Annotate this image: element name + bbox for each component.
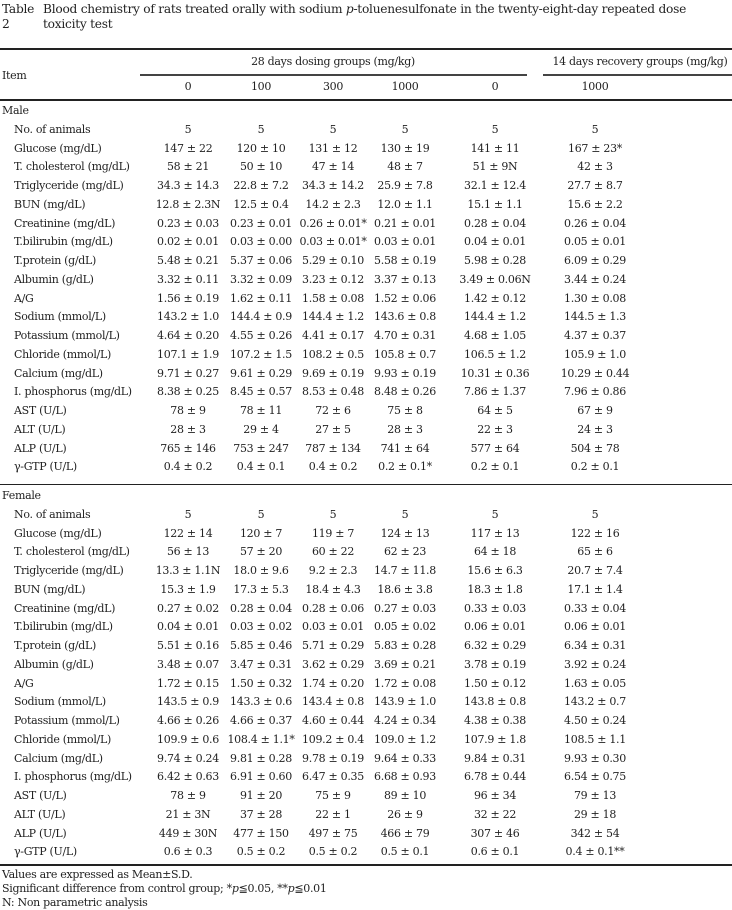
value-cell: 0.4 ± 0.1** (565, 845, 625, 859)
dosing-group-rule (140, 74, 527, 76)
value-cell: 5.37 ± 0.06 (230, 254, 292, 267)
value-cell: 0.05 ± 0.01 (564, 235, 626, 249)
recovery-group-header: 14 days recovery groups (mg/kg) (552, 55, 728, 68)
value-cell: 124 ± 13 (380, 526, 430, 540)
value-cell: 34.3 ± 14.2 (302, 179, 364, 192)
value-cell: 477 ± 150 (233, 826, 289, 840)
value-cell: 109.0 ± 1.2 (374, 732, 436, 746)
value-cell: 0.4 ± 0.2 (308, 460, 358, 474)
dosing-group-header: 28 days dosing groups (mg/kg) (251, 55, 415, 68)
value-cell: 1.56 ± 0.19 (157, 291, 219, 305)
section-title: Female (2, 489, 41, 502)
row-label: T. cholesterol (mg/dL) (14, 545, 130, 559)
value-cell: 108.2 ± 0.5 (302, 347, 364, 361)
value-cell: 1.72 ± 0.15 (157, 676, 219, 690)
value-cell: 37 ± 28 (239, 807, 283, 821)
value-cell: 147 ± 22 (163, 141, 213, 155)
value-cell: 3.32 ± 0.11 (157, 272, 219, 286)
row-label: Sodium (mmol/L) (14, 695, 106, 709)
value-cell: 0.04 ± 0.01 (157, 620, 219, 634)
value-cell: 9.93 ± 0.30 (564, 751, 626, 765)
value-cell: 4.66 ± 0.26 (157, 714, 219, 727)
recovery-group-rule (543, 74, 732, 76)
row-label: BUN (mg/dL) (14, 582, 86, 596)
row-label: Albumin (g/dL) (14, 657, 94, 671)
dose-header-cell: 100 (250, 80, 272, 93)
value-cell: 143.2 ± 1.0 (157, 310, 219, 324)
value-cell: 89 ± 10 (383, 789, 427, 802)
value-cell: 5 (401, 507, 409, 521)
row-label: AST (U/L) (14, 404, 67, 417)
row-label: Albumin (g/dL) (14, 272, 94, 286)
value-cell: 0.28 ± 0.04 (230, 601, 292, 615)
value-cell: 117 ± 13 (470, 526, 520, 540)
value-cell: 91 ± 20 (239, 789, 283, 802)
dose-header-cell: 0 (491, 80, 499, 93)
footnote-text: Significant difference from control group; * (2, 882, 232, 895)
value-cell: 5 (184, 122, 192, 136)
value-cell: 108.4 ± 1.1* (227, 732, 295, 746)
row-label: Chloride (mmol/L) (14, 347, 111, 361)
value-cell: 8.45 ± 0.57 (230, 385, 292, 399)
value-cell: 78 ± 9 (170, 789, 206, 802)
value-cell: 14.2 ± 2.3 (305, 197, 361, 211)
value-cell: 144.4 ± 1.2 (302, 310, 364, 324)
value-cell: 12.5 ± 0.4 (233, 197, 289, 211)
row-label: T.protein (g/dL) (14, 254, 97, 267)
value-cell: 75 ± 9 (315, 789, 351, 802)
value-cell: 22.8 ± 7.2 (233, 179, 289, 192)
value-cell: 143.8 ± 0.8 (464, 695, 526, 709)
value-cell: 143.4 ± 0.8 (302, 695, 364, 709)
value-cell: 122 ± 16 (570, 526, 620, 540)
value-cell: 32.1 ± 12.4 (464, 179, 526, 192)
value-cell: 12.8 ± 2.3N (155, 197, 221, 211)
value-cell: 6.68 ± 0.93 (374, 770, 436, 784)
p-symbol: p (231, 882, 239, 895)
row-label: Calcium (mg/dL) (14, 751, 103, 765)
title-italic: p (345, 2, 354, 16)
value-cell: 8.53 ± 0.48 (302, 385, 364, 399)
value-cell: 143.6 ± 0.8 (374, 310, 436, 324)
title-text: Blood chemistry of rats treated orally with sodium (43, 2, 346, 16)
value-cell: 18.6 ± 3.8 (377, 582, 433, 596)
value-cell: 27.7 ± 8.7 (567, 179, 623, 192)
value-cell: 109.9 ± 0.6 (157, 732, 219, 746)
value-cell: 3.92 ± 0.24 (564, 657, 626, 671)
value-cell: 75 ± 8 (387, 404, 423, 417)
value-cell: 64 ± 5 (477, 404, 513, 417)
value-cell: 27 ± 5 (315, 422, 351, 436)
value-cell: 51 ± 9N (472, 160, 518, 174)
value-cell: 0.27 ± 0.02 (157, 601, 219, 615)
value-cell: 15.1 ± 1.1 (467, 197, 523, 211)
value-cell: 0.28 ± 0.06 (302, 601, 364, 615)
value-cell: 21 ± 3N (165, 807, 211, 821)
value-cell: 96 ± 34 (473, 789, 517, 802)
value-cell: 109.2 ± 0.4 (302, 732, 364, 746)
value-cell: 0.03 ± 0.01 (374, 235, 436, 249)
value-cell: 18.4 ± 4.3 (305, 582, 361, 596)
p-symbol: p (287, 882, 295, 895)
row-label: Sodium (mmol/L) (14, 310, 106, 324)
value-cell: 5 (491, 507, 499, 521)
value-cell: 5 (329, 122, 337, 136)
value-cell: 65 ± 6 (577, 545, 613, 559)
value-cell: 0.28 ± 0.04 (464, 216, 526, 230)
value-cell: 5 (257, 122, 265, 136)
value-cell: 5.98 ± 0.28 (464, 254, 526, 267)
value-cell: 0.6 ± 0.1 (470, 845, 520, 859)
value-cell: 5.58 ± 0.19 (374, 254, 436, 267)
value-cell: 56 ± 13 (166, 545, 210, 559)
value-cell: 131 ± 12 (308, 141, 358, 155)
value-cell: 5 (491, 122, 499, 136)
value-cell: 3.47 ± 0.31 (230, 657, 292, 671)
row-label: Glucose (mg/dL) (14, 526, 102, 540)
value-cell: 4.41 ± 0.17 (302, 329, 364, 342)
dose-header-cell: 1000 (391, 80, 419, 93)
value-cell: 24 ± 3 (577, 422, 613, 436)
value-cell: 17.1 ± 1.4 (567, 582, 623, 596)
row-label: T. cholesterol (mg/dL) (14, 160, 130, 174)
value-cell: 3.49 ± 0.06N (459, 272, 531, 286)
value-cell: 9.93 ± 0.19 (374, 366, 436, 380)
value-cell: 4.66 ± 0.37 (230, 714, 292, 727)
value-cell: 4.37 ± 0.37 (564, 329, 626, 342)
value-cell: 144.5 ± 1.3 (564, 310, 626, 324)
value-cell: 4.70 ± 0.31 (374, 329, 436, 342)
value-cell: 0.04 ± 0.01 (464, 235, 526, 249)
row-label: ALP (U/L) (14, 826, 67, 840)
value-cell: 1.30 ± 0.08 (564, 291, 626, 305)
value-cell: 5.85 ± 0.46 (230, 639, 292, 652)
row-label: ALT (U/L) (14, 422, 66, 436)
bottom-rule (0, 864, 732, 866)
top-rule (0, 48, 732, 50)
value-cell: 72 ± 6 (315, 404, 351, 417)
value-cell: 14.7 ± 11.8 (374, 564, 436, 577)
footnote-text: ≦0.05, ** (238, 882, 288, 895)
value-cell: 15.6 ± 2.2 (567, 197, 623, 211)
value-cell: 18.0 ± 9.6 (233, 564, 289, 577)
value-cell: 0.5 ± 0.2 (236, 845, 286, 859)
value-cell: 34.3 ± 14.3 (157, 179, 219, 192)
footnote-nonparametric: N: Non parametric analysis (2, 896, 148, 909)
dose-header-cell: 1000 (581, 80, 609, 93)
value-cell: 64 ± 18 (473, 545, 517, 559)
row-label: Creatinine (mg/dL) (14, 216, 116, 230)
row-label: Creatinine (mg/dL) (14, 601, 116, 615)
value-cell: 3.44 ± 0.24 (564, 272, 626, 286)
value-cell: 0.03 ± 0.01* (299, 235, 367, 249)
value-cell: 107.2 ± 1.5 (230, 347, 292, 361)
value-cell: 3.32 ± 0.09 (230, 272, 292, 286)
footnote-significance (2, 882, 327, 896)
value-cell: 6.91 ± 0.60 (230, 770, 292, 784)
value-cell: 0.26 ± 0.01* (299, 216, 367, 230)
value-cell: 18.3 ± 1.8 (467, 582, 523, 596)
value-cell: 28 ± 3 (387, 422, 423, 436)
value-cell: 143.2 ± 0.7 (564, 695, 626, 709)
value-cell: 307 ± 46 (470, 826, 520, 840)
value-cell: 1.50 ± 0.32 (230, 676, 292, 690)
table-title (43, 2, 732, 32)
value-cell: 4.50 ± 0.24 (564, 714, 626, 727)
value-cell: 0.03 ± 0.00 (230, 235, 292, 249)
value-cell: 9.74 ± 0.24 (157, 751, 219, 765)
row-label: I. phosphorus (mg/dL) (14, 385, 132, 399)
value-cell: 22 ± 1 (315, 807, 351, 821)
value-cell: 0.06 ± 0.01 (464, 620, 526, 634)
value-cell: 6.09 ± 0.29 (564, 254, 626, 267)
value-cell: 0.5 ± 0.2 (308, 845, 358, 859)
value-cell: 0.06 ± 0.01 (564, 620, 626, 634)
value-cell: 0.23 ± 0.03 (157, 216, 219, 230)
value-cell: 5.29 ± 0.10 (302, 254, 364, 267)
value-cell: 1.74 ± 0.20 (302, 676, 364, 690)
value-cell: 3.37 ± 0.13 (374, 272, 436, 286)
value-cell: 5 (401, 122, 409, 136)
value-cell: 6.32 ± 0.29 (464, 639, 526, 652)
value-cell: 29 ± 4 (243, 422, 279, 436)
value-cell: 29 ± 18 (573, 807, 617, 821)
value-cell: 9.61 ± 0.29 (230, 366, 292, 380)
value-cell: 1.62 ± 0.11 (230, 291, 292, 305)
value-cell: 25.9 ± 7.8 (377, 179, 433, 192)
value-cell: 0.2 ± 0.1 (570, 460, 620, 474)
title-text-end: -toluenesulfonate in the twenty-eight-day repeated dose toxicity test (43, 2, 687, 31)
row-label: T.protein (g/dL) (14, 639, 97, 652)
value-cell: 9.78 ± 0.19 (302, 751, 364, 765)
row-label: Glucose (mg/dL) (14, 141, 102, 155)
value-cell: 143.9 ± 1.0 (374, 695, 436, 709)
value-cell: 167 ± 23* (567, 141, 623, 155)
value-cell: 3.23 ± 0.12 (302, 272, 364, 286)
value-cell: 48 ± 7 (387, 160, 423, 174)
value-cell: 78 ± 9 (170, 404, 206, 417)
value-cell: 143.3 ± 0.6 (230, 695, 292, 709)
value-cell: 0.2 ± 0.1* (378, 460, 432, 474)
value-cell: 1.58 ± 0.08 (302, 291, 364, 305)
value-cell: 6.42 ± 0.63 (157, 770, 219, 784)
value-cell: 42 ± 3 (577, 160, 613, 174)
dose-header-cell: 0 (184, 80, 192, 93)
value-cell: 15.3 ± 1.9 (160, 582, 216, 596)
value-cell: 119 ± 7 (311, 526, 355, 540)
row-label: A/G (14, 291, 34, 305)
value-cell: 6.54 ± 0.75 (564, 770, 626, 784)
value-cell: 120 ± 10 (236, 141, 286, 155)
value-cell: 765 ± 146 (160, 441, 216, 455)
value-cell: 6.78 ± 0.44 (464, 770, 526, 784)
value-cell: 3.69 ± 0.21 (374, 657, 436, 671)
value-cell: 1.50 ± 0.12 (464, 676, 526, 690)
value-cell: 741 ± 64 (380, 441, 430, 455)
value-cell: 141 ± 11 (470, 141, 520, 155)
value-cell: 466 ± 79 (380, 826, 430, 840)
row-label: Triglyceride (mg/dL) (14, 179, 124, 192)
footnote-text: ≦0.01 (294, 882, 327, 895)
value-cell: 32 ± 22 (473, 807, 517, 821)
value-cell: 0.05 ± 0.02 (374, 620, 436, 634)
value-cell: 105.8 ± 0.7 (374, 347, 436, 361)
value-cell: 1.72 ± 0.08 (374, 676, 436, 690)
value-cell: 22 ± 3 (477, 422, 513, 436)
value-cell: 0.33 ± 0.03 (464, 601, 526, 615)
value-cell: 10.29 ± 0.44 (560, 366, 630, 380)
value-cell: 8.38 ± 0.25 (157, 385, 219, 399)
row-label: No. of animals (14, 507, 91, 521)
value-cell: 5 (184, 507, 192, 521)
value-cell: 67 ± 9 (577, 404, 613, 417)
value-cell: 5.51 ± 0.16 (157, 639, 219, 652)
value-cell: 108.5 ± 1.1 (564, 732, 626, 746)
value-cell: 105.9 ± 1.0 (564, 347, 626, 361)
item-header: Item (2, 69, 27, 82)
row-label: ALT (U/L) (14, 807, 66, 821)
value-cell: 60 ± 22 (311, 545, 355, 559)
value-cell: 144.4 ± 0.9 (230, 310, 292, 324)
value-cell: 0.21 ± 0.01 (374, 216, 436, 230)
row-label: BUN (mg/dL) (14, 197, 86, 211)
row-label: AST (U/L) (14, 789, 67, 802)
value-cell: 4.64 ± 0.20 (157, 329, 219, 342)
value-cell: 3.62 ± 0.29 (302, 657, 364, 671)
row-label: T.bilirubin (mg/dL) (14, 620, 113, 634)
value-cell: 5 (591, 507, 599, 521)
row-label: Potassium (mmol/L) (14, 714, 120, 727)
value-cell: 62 ± 23 (383, 545, 427, 559)
value-cell: 0.4 ± 0.2 (163, 460, 213, 474)
row-label: A/G (14, 676, 34, 690)
table-caption (2, 2, 727, 32)
value-cell: 9.2 ± 2.3 (308, 564, 358, 577)
value-cell: 106.5 ± 1.2 (464, 347, 526, 361)
row-label: T.bilirubin (mg/dL) (14, 235, 113, 249)
value-cell: 120 ± 7 (239, 526, 283, 540)
value-cell: 3.48 ± 0.07 (157, 657, 219, 671)
value-cell: 0.27 ± 0.03 (374, 601, 436, 615)
row-label: Chloride (mmol/L) (14, 732, 111, 746)
value-cell: 57 ± 20 (239, 545, 283, 559)
value-cell: 0.5 ± 0.1 (380, 845, 430, 859)
value-cell: 1.52 ± 0.06 (374, 291, 436, 305)
value-cell: 0.02 ± 0.01 (157, 235, 219, 249)
value-cell: 20.7 ± 7.4 (567, 564, 623, 577)
value-cell: 5 (257, 507, 265, 521)
value-cell: 497 ± 75 (308, 826, 358, 840)
value-cell: 6.47 ± 0.35 (302, 770, 364, 784)
value-cell: 4.55 ± 0.26 (230, 329, 292, 342)
header-bottom-rule (0, 99, 732, 101)
value-cell: 6.34 ± 0.31 (564, 639, 626, 652)
value-cell: 5 (591, 122, 599, 136)
row-label: I. phosphorus (mg/dL) (14, 770, 132, 784)
value-cell: 122 ± 14 (163, 526, 213, 540)
value-cell: 9.64 ± 0.33 (374, 751, 436, 765)
value-cell: 1.42 ± 0.12 (464, 291, 526, 305)
value-cell: 0.4 ± 0.1 (236, 460, 286, 474)
value-cell: 143.5 ± 0.9 (157, 695, 219, 709)
value-cell: 79 ± 13 (573, 789, 617, 802)
value-cell: 449 ± 30N (158, 826, 218, 840)
value-cell: 8.48 ± 0.26 (374, 385, 436, 399)
row-label: Potassium (mmol/L) (14, 329, 120, 342)
value-cell: 0.26 ± 0.04 (564, 216, 626, 230)
value-cell: 9.81 ± 0.28 (230, 751, 292, 765)
value-cell: 9.71 ± 0.27 (157, 366, 219, 380)
row-label: No. of animals (14, 122, 91, 136)
value-cell: 753 ± 247 (233, 441, 289, 455)
value-cell: 5.83 ± 0.28 (374, 639, 436, 652)
value-cell: 0.6 ± 0.3 (163, 845, 213, 859)
row-label: Triglyceride (mg/dL) (14, 564, 124, 577)
row-label: γ-GTP (U/L) (14, 460, 77, 474)
value-cell: 9.84 ± 0.31 (464, 751, 526, 765)
value-cell: 0.2 ± 0.1 (470, 460, 520, 474)
value-cell: 4.68 ± 1.05 (464, 329, 526, 342)
value-cell: 107.1 ± 1.9 (157, 347, 219, 361)
value-cell: 4.24 ± 0.34 (374, 714, 436, 727)
value-cell: 4.60 ± 0.44 (302, 714, 364, 727)
row-label: ALP (U/L) (14, 441, 67, 455)
value-cell: 342 ± 54 (570, 826, 620, 840)
value-cell: 7.86 ± 1.37 (464, 385, 526, 399)
value-cell: 13.3 ± 1.1N (155, 564, 221, 577)
value-cell: 26 ± 9 (387, 807, 423, 821)
value-cell: 0.33 ± 0.04 (564, 601, 626, 615)
value-cell: 144.4 ± 1.2 (464, 310, 526, 324)
value-cell: 1.63 ± 0.05 (564, 676, 626, 690)
value-cell: 47 ± 14 (311, 160, 355, 174)
table-label: Table 2 (2, 2, 35, 31)
value-cell: 5.48 ± 0.21 (157, 254, 219, 267)
value-cell: 0.23 ± 0.01 (230, 216, 292, 230)
value-cell: 107.9 ± 1.8 (464, 732, 526, 746)
value-cell: 577 ± 64 (470, 441, 520, 455)
value-cell: 4.38 ± 0.38 (464, 714, 526, 727)
value-cell: 10.31 ± 0.36 (460, 366, 530, 380)
dose-header-cell: 300 (322, 80, 344, 93)
row-label: γ-GTP (U/L) (14, 845, 77, 859)
value-cell: 9.69 ± 0.19 (302, 366, 364, 380)
value-cell: 7.96 ± 0.86 (564, 385, 626, 399)
value-cell: 130 ± 19 (380, 141, 430, 155)
value-cell: 787 ± 134 (305, 441, 361, 455)
value-cell: 0.03 ± 0.01 (302, 620, 364, 634)
value-cell: 5 (329, 507, 337, 521)
value-cell: 50 ± 10 (239, 160, 283, 174)
value-cell: 0.03 ± 0.02 (230, 620, 292, 634)
footnote-values: Values are expressed as Mean±S.D. (2, 868, 193, 881)
value-cell: 15.6 ± 6.3 (467, 564, 523, 577)
value-cell: 78 ± 11 (239, 404, 283, 417)
value-cell: 5.71 ± 0.29 (302, 639, 364, 652)
section-title: Male (2, 104, 29, 117)
value-cell: 28 ± 3 (170, 422, 206, 436)
value-cell: 3.78 ± 0.19 (464, 657, 526, 671)
value-cell: 504 ± 78 (570, 441, 620, 455)
value-cell: 58 ± 21 (166, 160, 210, 174)
value-cell: 12.0 ± 1.1 (377, 197, 433, 211)
row-label: Calcium (mg/dL) (14, 366, 103, 380)
value-cell: 17.3 ± 5.3 (233, 582, 289, 596)
section-divider-rule (0, 484, 732, 485)
